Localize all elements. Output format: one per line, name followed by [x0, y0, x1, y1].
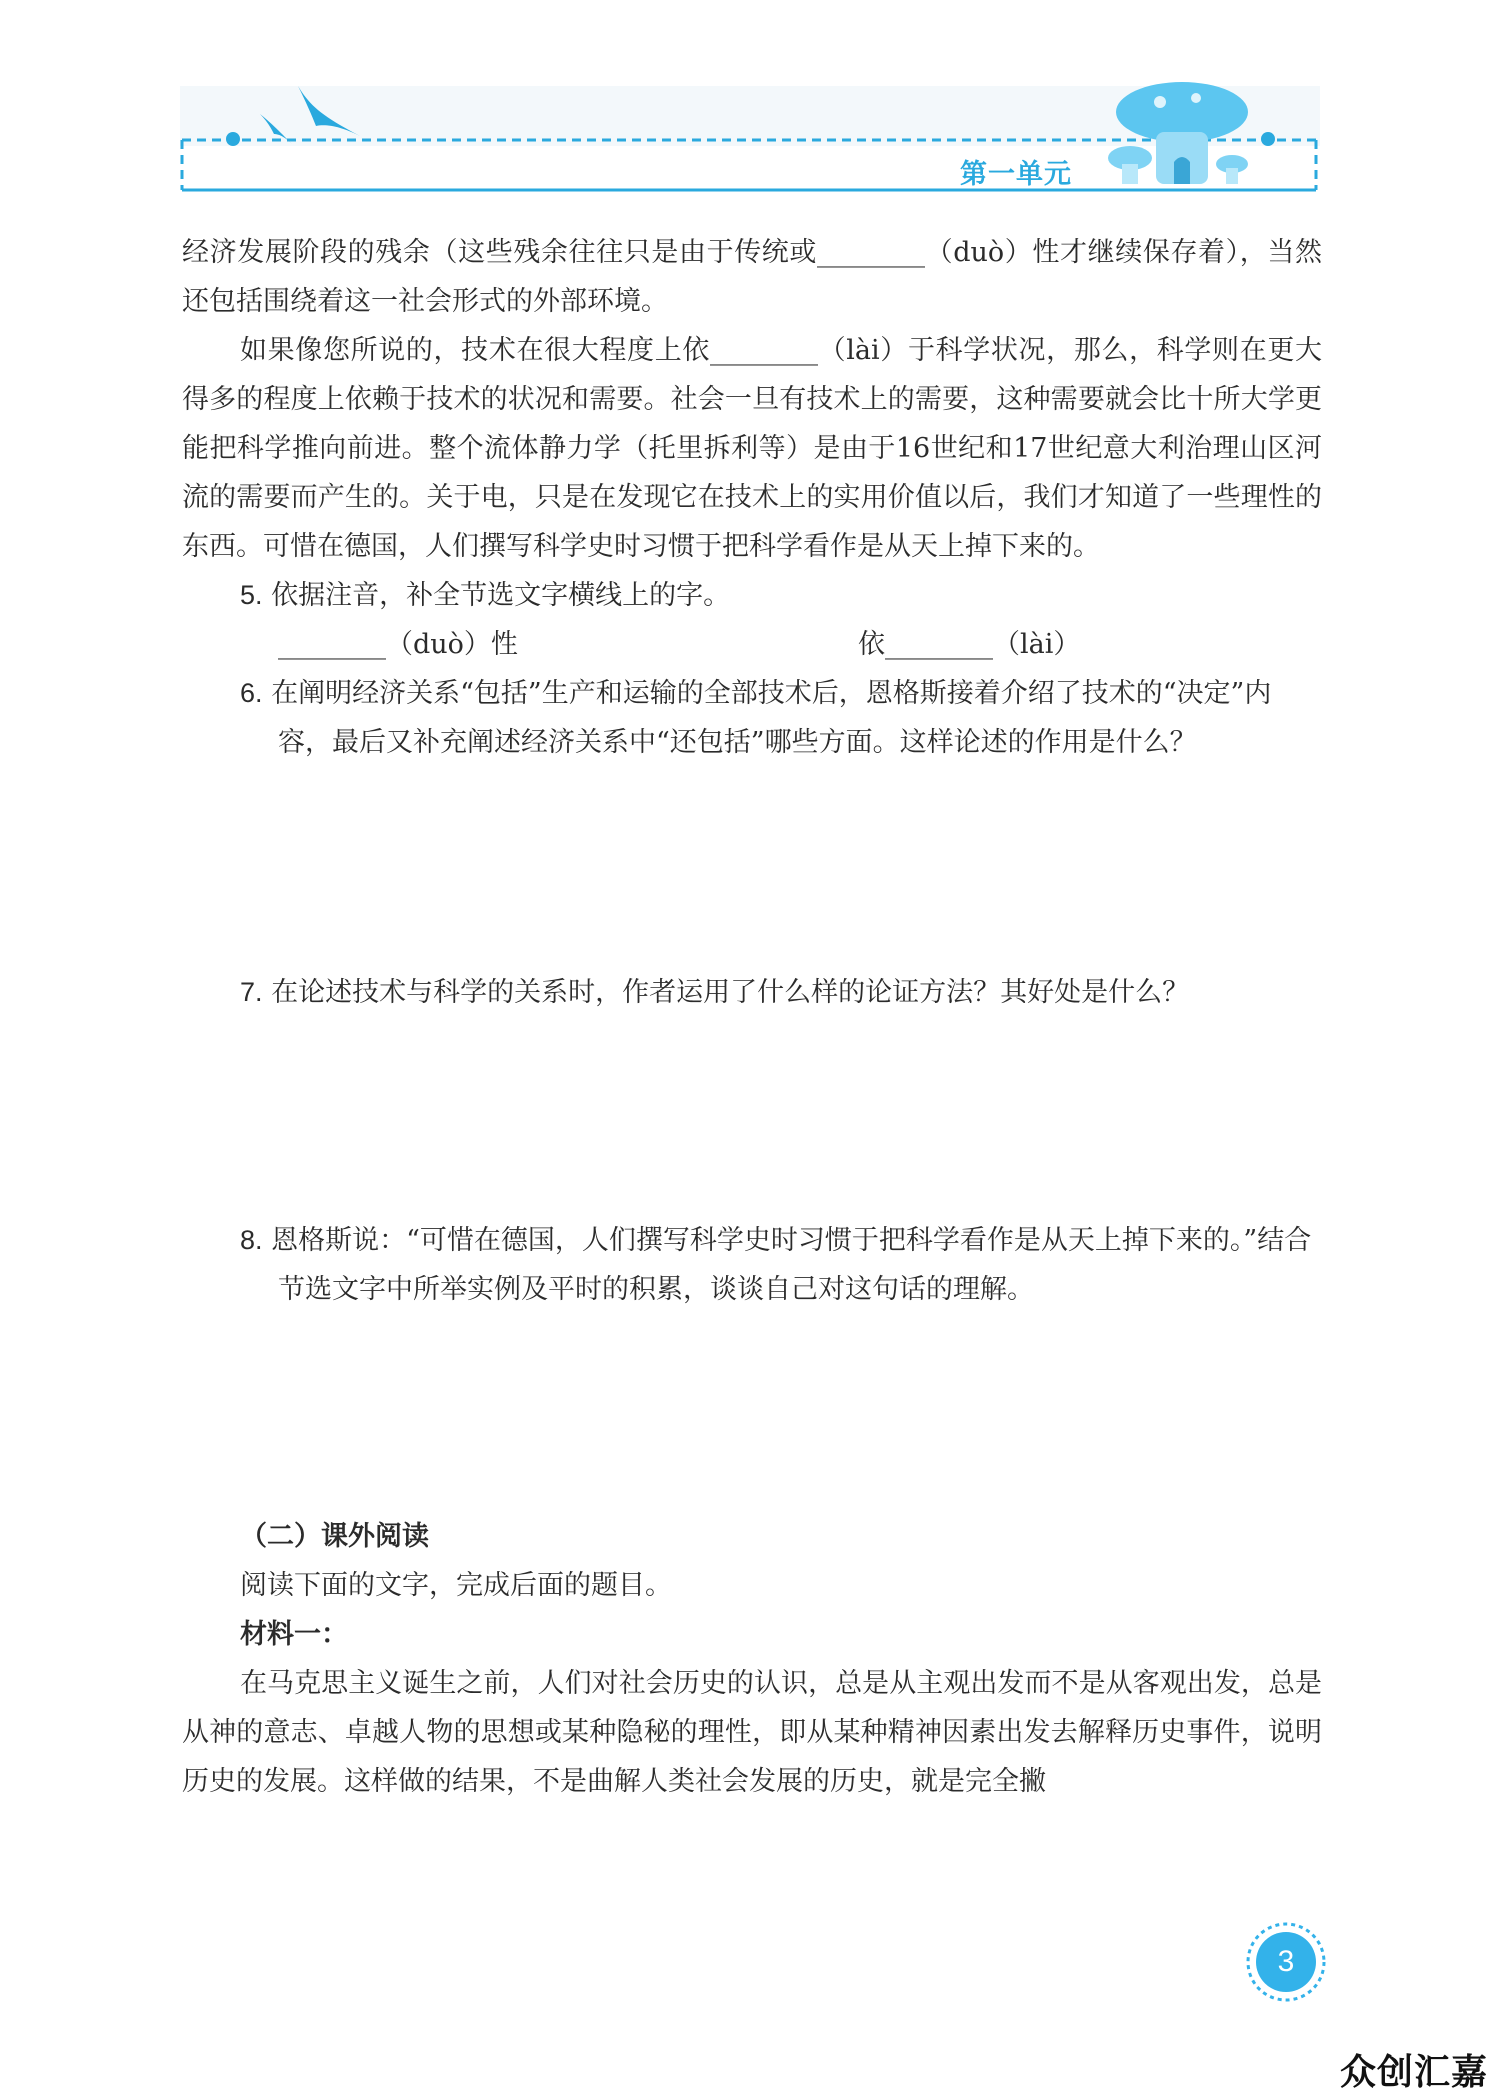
question-8: 8. 恩格斯说：“可惜在德国，人们撰写科学史时习惯于把科学看作是从天上掉下来的。”结合节选文字中所举实例及平时的积累，谈谈自己对这句话的理解。	[240, 1225, 1312, 1305]
question-7: 7. 在论述技术与科学的关系时，作者运用了什么样的论证方法？其好处是什么？	[240, 977, 1190, 1008]
header-frame	[0, 0, 1504, 210]
answer-blank-lai[interactable]: 依________（lài）	[858, 629, 1081, 660]
material-paragraph: 在马克思主义诞生之前，人们对社会历史的认识，总是从主观出发而不是从客观出发，总是从神的意志、卓越人物的思想或某种隐秘的理性，即从某种精神因素出发去解释历史事件，说明历史的发展。这样做的结果，不是曲解人类社会发展的历史，就是完全撇	[182, 1668, 1322, 1797]
answer-space[interactable]	[182, 767, 1322, 968]
question-5: 5. 依据注音，补全节选文字横线上的字。	[240, 580, 731, 611]
page-header	[0, 0, 1504, 210]
passage-paragraph: 经济发展阶段的残余（这些残余往往只是由于传统或________（duò）性才继续保存着），当然还包括围绕着这一社会形式的外部环境。	[182, 237, 1322, 317]
unit-title: 第一单元	[960, 159, 1072, 190]
section-heading: （二）课外阅读	[240, 1521, 429, 1552]
page-number-badge	[1246, 1922, 1326, 2002]
answer-space[interactable]	[182, 1017, 1322, 1216]
material-label: 材料一：	[240, 1619, 348, 1650]
page-number: 3	[1256, 1932, 1316, 1992]
question-6: 6. 在阐明经济关系“包括”生产和运输的全部技术后，恩格斯接着介绍了技术的“决定”内容，最后又补充阐述经济关系中“还包括”哪些方面。这样论述的作用是什么？	[240, 678, 1272, 758]
bird-icon	[260, 86, 380, 156]
answer-space[interactable]	[182, 1314, 1322, 1512]
passage-paragraph: 如果像您所说的，技术在很大程度上依________（lài）于科学状况，那么，科学则在更大得多的程度上依赖于技术的状况和需要。社会一旦有技术上的需要，这种需要就会比十所大学更能把科学推向前进。整个流体静力学（托里拆利等）是由于16世纪和17世纪意大利治理山区河流的需要而产生的。关于电，只是在发现它在技术上的实用价值以后，我们才知道了一些理性的东西。可惜在德国，人们撰写科学史时习惯于把科学看作是从天上掉下来的。	[182, 335, 1322, 562]
section-instruction: 阅读下面的文字，完成后面的题目。	[240, 1570, 672, 1601]
mushroom-house-icon	[1100, 80, 1250, 190]
page-content	[182, 228, 1322, 1806]
question-5-blanks	[182, 620, 1322, 669]
watermark: 众创汇嘉	[1340, 2052, 1489, 2093]
answer-blank-duo[interactable]: ________（duò）性	[278, 629, 518, 660]
